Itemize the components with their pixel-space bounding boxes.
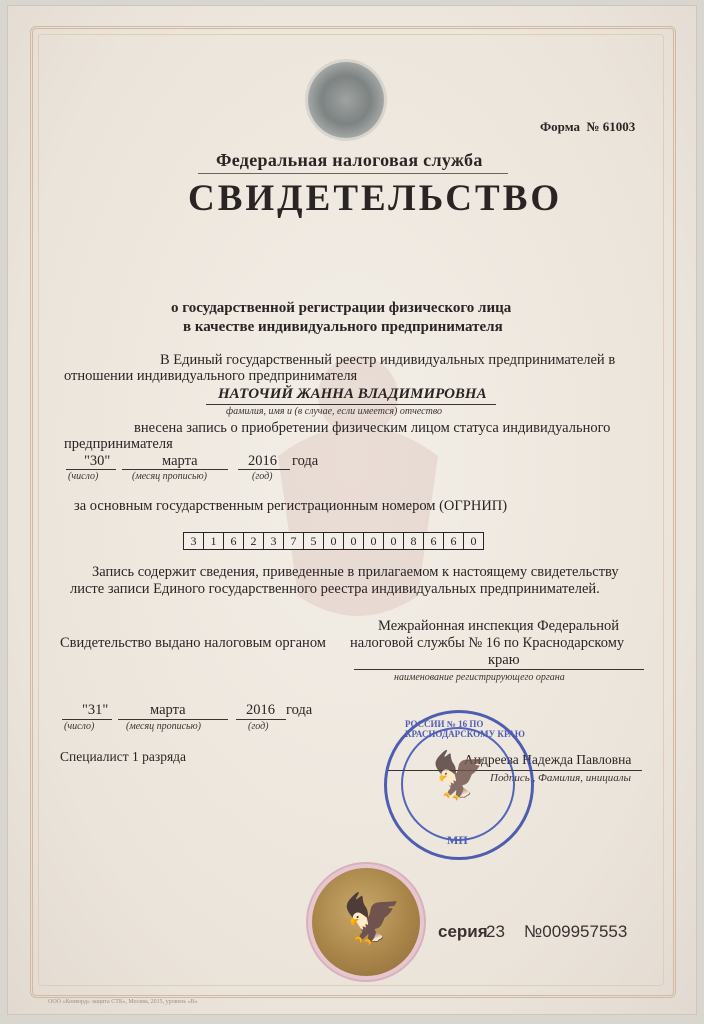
ogrnip-digit: 6 xyxy=(443,532,464,550)
series-value: 23 xyxy=(486,922,505,941)
seal-eagle-icon: 🦅 xyxy=(431,750,489,801)
issue-month: марта xyxy=(150,702,186,718)
ogrnip-digit: 7 xyxy=(283,532,304,550)
ogrnip-digit: 0 xyxy=(363,532,384,550)
issuer-line1: Межрайонная инспекция Федеральной xyxy=(378,618,620,634)
issue-year: 2016 xyxy=(246,702,275,718)
official-seal xyxy=(384,710,534,860)
ogrnip-digit: 2 xyxy=(243,532,264,550)
issuer-caption: наименование регистрирующего органа xyxy=(394,672,565,683)
record-line2: предпринимателя xyxy=(64,436,173,452)
intro-line2: отношении индивидуального предпринимателя xyxy=(64,368,358,384)
blank-number: №009957553 xyxy=(524,922,628,941)
entry-day-line xyxy=(66,469,116,470)
ogrnip-label: за основным государственным регистрационным номером (ОГРНИП) xyxy=(74,498,508,514)
ogrnip-digit: 0 xyxy=(463,532,484,550)
entry-year-line xyxy=(238,469,290,470)
ogrnip-digit: 1 xyxy=(203,532,224,550)
seal-ring-text: РОССИИ № 16 ПО КРАСНОДАРСКОМУ КРАЮ xyxy=(405,719,525,739)
issue-day: "31" xyxy=(82,702,109,718)
issued-by-label: Свидетельство выдано налоговым органом xyxy=(60,635,326,651)
issue-day-caption: (число) xyxy=(64,721,95,732)
issue-month-line xyxy=(118,719,228,720)
issuer-line3: краю xyxy=(488,652,520,668)
entry-day: "30" xyxy=(84,453,111,469)
ogrnip-digit: 6 xyxy=(423,532,444,550)
issue-year-suffix: года xyxy=(286,702,313,718)
entry-month-caption: (месяц прописью) xyxy=(132,471,207,482)
ogrnip-number xyxy=(184,532,484,550)
name-underline xyxy=(206,404,496,405)
entry-day-caption: (число) xyxy=(68,471,99,482)
issue-year-caption: (год) xyxy=(248,721,269,732)
print-info: ООО «Конкорд» защита СТБ», Москва, 2015, уровень «В» xyxy=(48,999,198,1005)
gold-eagle-icon: 🦅 xyxy=(342,893,402,946)
ogrnip-digit: 0 xyxy=(343,532,364,550)
document-title: СВИДЕТЕЛЬСТВО xyxy=(188,178,563,219)
issue-year-line xyxy=(236,719,286,720)
signer-position: Специалист 1 разряда xyxy=(60,749,187,764)
entry-year-suffix: года xyxy=(292,453,319,469)
issue-month-caption: (месяц прописью) xyxy=(126,721,201,732)
ogrnip-digit: 0 xyxy=(383,532,404,550)
certificate-sheet xyxy=(8,6,696,1014)
entry-year: 2016 xyxy=(248,453,277,469)
record-line1: внесена запись о приобретении физическим лицом статуса индивидуального xyxy=(134,420,611,436)
seal-mp-text: МП xyxy=(447,833,468,847)
ogrnip-digit: 8 xyxy=(403,532,424,550)
gold-emblem xyxy=(312,868,420,976)
subtitle-line1: о государственной регистрации физического лица xyxy=(171,300,512,316)
ogrnip-digit: 0 xyxy=(323,532,344,550)
ogrnip-digit: 3 xyxy=(263,532,284,550)
content-line1: Запись содержит сведения, приведенные в прилагаемом к настоящему свидетельству xyxy=(92,564,619,580)
form-number: Форма № 61003 xyxy=(540,119,636,134)
content-line2: листе записи Единого государственного реестра индивидуальных предпринимателей. xyxy=(70,581,600,597)
issuer-underline xyxy=(354,669,644,670)
agency-name: Федеральная налоговая служба xyxy=(216,150,483,170)
ogrnip-digit: 6 xyxy=(223,532,244,550)
subtitle-line2: в качестве индивидуального предпринимателя xyxy=(183,319,503,335)
ogrnip-digit: 5 xyxy=(303,532,324,550)
series-label: серия xyxy=(438,922,488,941)
issuer-line2: налоговой службы № 16 по Краснодарскому xyxy=(350,635,625,651)
entry-month: марта xyxy=(162,453,198,469)
issue-day-line xyxy=(62,719,112,720)
ogrnip-digit: 3 xyxy=(183,532,204,550)
signer-caption: Подпись , Фамилия, инициалы xyxy=(490,772,631,784)
entry-month-line xyxy=(122,469,228,470)
agency-underline xyxy=(198,173,508,174)
entry-year-caption: (год) xyxy=(252,471,273,482)
name-caption: фамилия, имя и (в случае, если имеется) отчество xyxy=(226,406,443,417)
hologram-emblem xyxy=(308,62,384,138)
person-name: НАТОЧИЙ ЖАННА ВЛАДИМИРОВНА xyxy=(218,386,487,402)
signer-name: Андреева Надежда Павловна xyxy=(464,752,632,767)
intro-line1: В Единый государственный реестр индивидуальных предпринимателей в xyxy=(160,352,616,368)
